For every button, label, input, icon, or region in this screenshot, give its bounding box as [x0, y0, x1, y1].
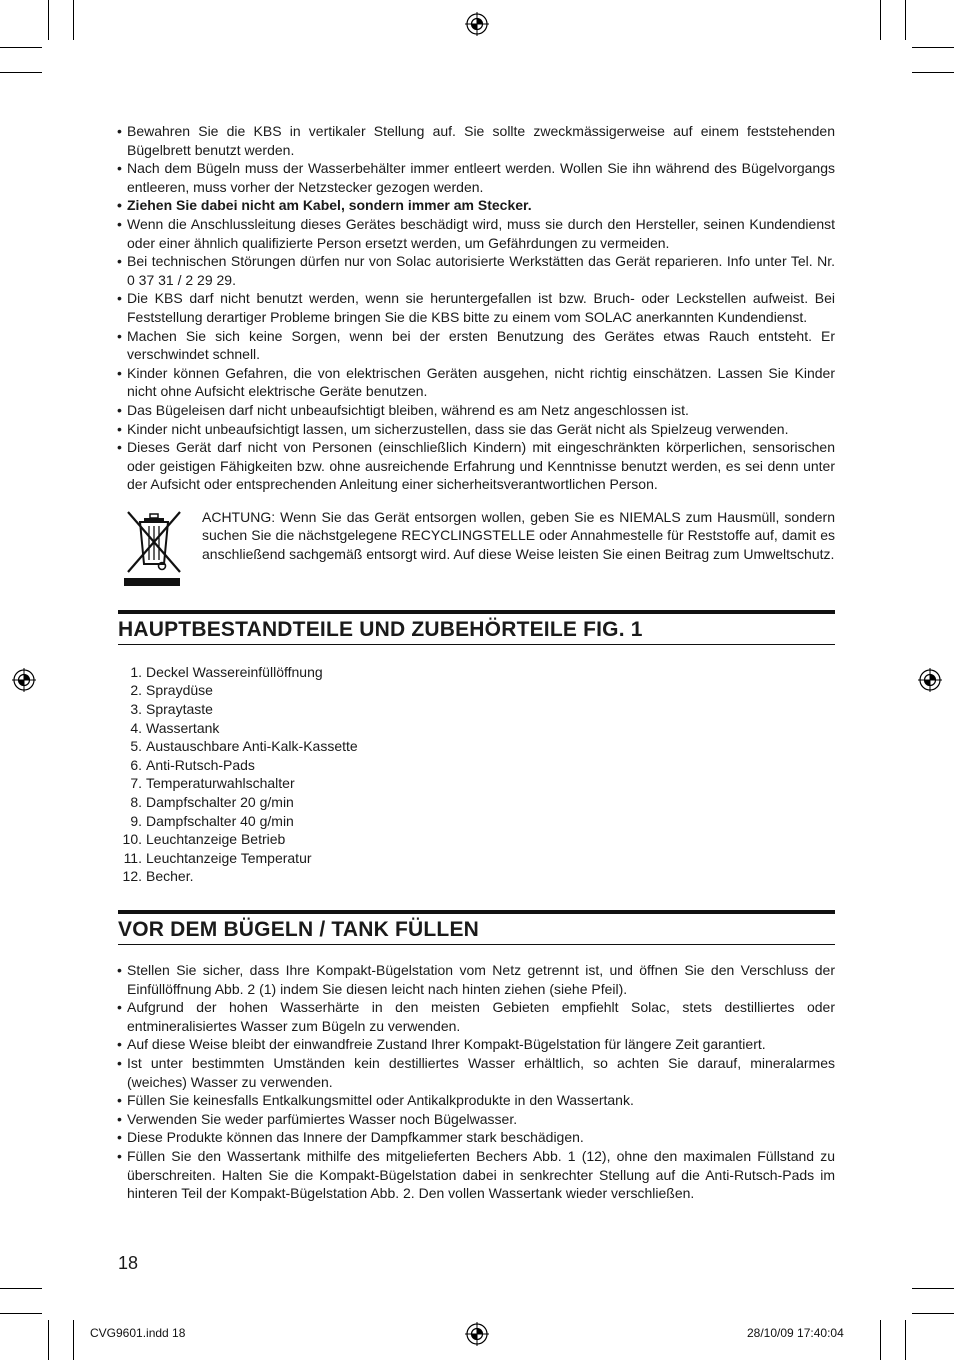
section-heading-parts	[118, 610, 835, 645]
registration-mark-icon	[918, 668, 942, 692]
list-item: • Wenn die Anschlussleitung dieses Gerätes beschädigt wird, muss sie durch den Hersteller, seinen Kundendienst oder einer ähnlich qualifizierte Person ersetzt werden, um Gefährdungen zu vermeiden.	[118, 215, 835, 252]
crop-mark	[0, 1313, 42, 1314]
list-item	[118, 700, 835, 719]
item-label: Austauschbare Anti-Kalk-Kassette	[146, 738, 358, 755]
list-item	[118, 719, 835, 738]
list-item	[118, 774, 835, 793]
crop-mark	[0, 1288, 42, 1289]
list-item	[118, 793, 835, 812]
item-label: Wassertank	[146, 719, 220, 736]
print-slug-date: 28/10/09 17:40:04	[747, 1326, 844, 1340]
crop-mark	[48, 1320, 49, 1360]
item-label: Dampfschalter 40 g/min	[146, 812, 294, 829]
list-item	[118, 681, 835, 700]
list-item: • Kinder nicht unbeaufsichtigt lassen, um sicherzustellen, dass sie das Gerät nicht als Spielzeug verwenden.	[118, 420, 835, 439]
crop-mark	[73, 1320, 74, 1360]
list-item: • Dieses Gerät darf nicht von Personen (einschließlich Kindern) mit eingeschränkten körperlichen, sensorischen oder geistigen Fähigkeiten bzw. ohne ausreichende Erfahrung und Kenntnisse benutzt werden, es sei denn unter der Aufsicht oder entsprechenden Anleitung einer sicherheitsverantwortlichen Person.	[118, 438, 835, 494]
list-item	[118, 756, 835, 775]
list-item: • Auf diese Weise bleibt der einwandfreie Zustand Ihrer Kompakt-Bügelstation für längere Zeit garantiert.	[118, 1035, 835, 1054]
page-content	[118, 122, 835, 1203]
list-item	[118, 867, 835, 886]
list-item	[118, 812, 835, 831]
crop-mark	[880, 0, 881, 40]
print-slug-file: CVG9601.indd 18	[90, 1326, 186, 1340]
item-number: 1.	[130, 663, 142, 680]
crop-mark	[0, 72, 42, 73]
list-item	[118, 849, 835, 868]
registration-mark-icon	[465, 12, 489, 36]
list-item: • Bewahren Sie die KBS in vertikaler Stellung auf. Sie sollte zweckmässigerweise auf einem feststehenden Bügelbrett benutzt werden.	[118, 122, 835, 159]
crop-mark	[905, 1320, 906, 1360]
item-label: Spraydüse	[146, 682, 213, 699]
list-item: • Das Bügeleisen darf nicht unbeaufsichtigt bleiben, während es am Netz angeschlossen ist.	[118, 401, 835, 420]
crop-mark	[73, 0, 74, 40]
item-number: 4.	[130, 719, 142, 736]
item-label: Leuchtanzeige Temperatur	[146, 849, 312, 866]
item-label: Anti-Rutsch-Pads	[146, 756, 255, 773]
item-number: 11.	[123, 849, 142, 866]
crop-mark	[880, 1320, 881, 1360]
item-number: 5.	[130, 738, 142, 755]
registration-mark-icon	[12, 668, 36, 692]
crop-mark	[48, 0, 49, 40]
item-label: Leuchtanzeige Betrieb	[146, 831, 286, 848]
fill-instructions-list	[118, 961, 835, 1203]
list-item	[118, 830, 835, 849]
section-heading-fill	[118, 910, 835, 945]
item-number: 7.	[130, 775, 142, 792]
item-number: 6.	[130, 756, 142, 773]
crop-mark	[912, 72, 954, 73]
list-item: • Ziehen Sie dabei nicht am Kabel, sondern immer am Stecker.	[118, 196, 835, 215]
list-item: • Nach dem Bügeln muss der Wasserbehälter immer entleert werden. Wollen Sie ihn während des Bügelvorgangs entleeren, muss vorher der Netzstecker gezogen werden.	[118, 159, 835, 196]
list-item: • Kinder können Gefahren, die von elektrischen Geräten ausgehen, nicht richtig einschätzen. Lassen Sie Kinder nicht ohne Aufsicht elektrische Geräte benutzen.	[118, 364, 835, 401]
registration-mark-icon	[465, 1322, 489, 1346]
list-item: • Diese Produkte können das Innere der Dampfkammer stark beschädigen.	[118, 1128, 835, 1147]
list-item: • Stellen Sie sicher, dass Ihre Kompakt-Bügelstation vom Netz getrennt ist, und öffnen Sie den Verschluss der Einfüllöffnung Abb. 2 (1) indem Sie diesen leicht nach hinten ziehen (siehe Pfeil).	[118, 961, 835, 998]
list-item: • Füllen Sie den Wassertank mithilfe des mitgelieferten Bechers Abb. 1 (12), ohne den maximalen Füllstand zu überschreiten. Halten Sie die Kompakt-Bügelstation dabei in senkrechter Stellung auf die Anti-Rutsch-Pads im hinteren Teil der Kompakt-Bügelstation Abb. 2. Den vollen Wassertank wieder verschließen.	[118, 1147, 835, 1203]
list-item: • Bei technischen Störungen dürfen nur von Solac autorisierte Werkstätten das Gerät reparieren. Info unter Tel. Nr. 0 37 31 / 2 29 29.	[118, 252, 835, 289]
crop-mark	[0, 47, 42, 48]
disposal-notice	[118, 508, 835, 588]
crop-mark	[905, 0, 906, 40]
list-item	[118, 663, 835, 682]
item-number: 3.	[130, 701, 142, 718]
section-title: HAUPTBESTANDTEILE UND ZUBEHÖRTEILE FIG. 1	[118, 617, 643, 641]
list-item	[118, 737, 835, 756]
parts-list	[118, 663, 835, 886]
list-item: • Ist unter bestimmten Umständen kein destilliertes Wasser erhältlich, so achten Sie darauf, mineralarmes (weiches) Wasser zu verwenden.	[118, 1054, 835, 1091]
item-label: Becher.	[146, 868, 194, 885]
safety-list	[118, 122, 835, 494]
section-title: VOR DEM BÜGELN / TANK FÜLLEN	[118, 918, 480, 941]
crossed-out-wheelie-bin-icon	[122, 508, 188, 588]
item-number: 10.	[122, 831, 142, 848]
item-label: Deckel Wassereinfüllöffnung	[146, 663, 323, 680]
item-label: Temperaturwahlschalter	[146, 775, 295, 792]
list-item: • Füllen Sie keinesfalls Entkalkungsmittel oder Antikalkprodukte in den Wassertank.	[118, 1091, 835, 1110]
list-item: • Die KBS darf nicht benutzt werden, wenn sie heruntergefallen ist bzw. Bruch- oder Leckstellen aufweist. Bei Feststellung derartiger Probleme bringen Sie die KBS bitte zu einem vom SOLAC anerkannten Kundendienst.	[118, 289, 835, 326]
list-item: • Verwenden Sie weder parfümiertes Wasser noch Bügelwasser.	[118, 1110, 835, 1129]
item-label: Spraytaste	[146, 701, 213, 718]
crop-mark	[912, 1313, 954, 1314]
page-number: 18	[118, 1253, 139, 1273]
list-item: • Machen Sie sich keine Sorgen, wenn bei der ersten Benutzung des Gerätes etwas Rauch entsteht. Er verschwindet schnell.	[118, 327, 835, 364]
crop-mark	[912, 1288, 954, 1289]
disposal-notice-text: ACHTUNG: Wenn Sie das Gerät entsorgen wollen, geben Sie es NIEMALS zum Hausmüll, sondern suchen Sie die nächstgelegene RECYCLINGSTELLE oder Annahmestelle für Reststoffe auf, damit es anschließend sachgemäß entsorgt wird. Auf diese Weise leisten Sie einen Beitrag zum Umweltschutz.	[202, 508, 835, 563]
list-item: • Aufgrund der hohen Wasserhärte in den meisten Gebieten empfiehlt Solac, stets destilliertes oder entmineralisiertes Wasser zum Bügeln zu verwenden.	[118, 998, 835, 1035]
item-number: 8.	[130, 794, 142, 811]
crop-mark	[912, 47, 954, 48]
item-label: Dampfschalter 20 g/min	[146, 794, 294, 811]
item-number: 12.	[122, 868, 142, 885]
item-number: 2.	[130, 682, 142, 699]
item-number: 9.	[130, 812, 142, 829]
